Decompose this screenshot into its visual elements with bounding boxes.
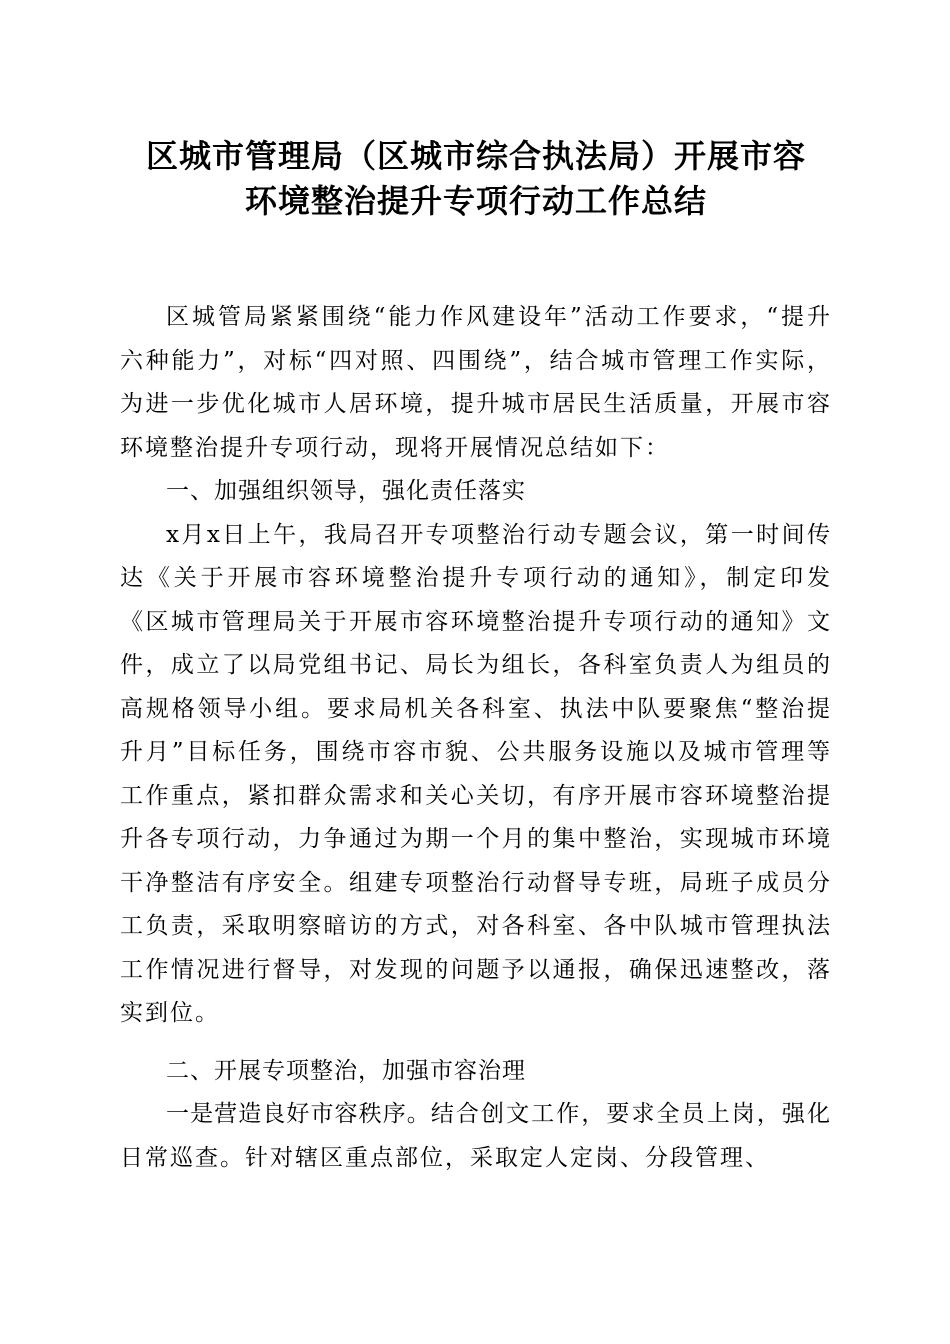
section-2-paragraph: [120, 1093, 832, 1180]
section-2-lead: 一是营造良好市容秩序。: [166, 1101, 431, 1127]
title-line-2: 环境整治提升专项行动工作总结: [244, 182, 707, 220]
document-title: [120, 134, 832, 224]
intro-paragraph: 区城管局紧紧围绕“能力作风建设年”活动工作要求，“提升六种能力”，对标“四对照、四围绕”，结合城市管理工作实际，为进一步优化城市人居环境，提升城市居民生活质量，开展市容环境整治提升专项行动，现将开展情况总结如下：: [120, 304, 832, 461]
document-page: [120, 134, 832, 1180]
document-body: [120, 296, 832, 1180]
section-1-paragraph: x月x日上午，我局召开专项整治行动专题会议，第一时间传达《关于开展市容环境整治提升专项行动的通知》，制定印发《区城市管理局关于开展市容环境整治提升专项行动的通知》文件，成立了以局党组书记、局长为组长，各科室负责人为组员的高规格领导小组。要求局机关各科室、执法中队要聚焦“整治提升月”目标任务，围绕市容市貌、公共服务设施以及城市管理等工作重点，紧扣群众需求和关心关切，有序开展市容环境整治提升各专项行动，力争通过为期一个月的集中整治，实现城市环境干净整洁有序安全。组建专项整治行动督导专班，局班子成员分工负责，采取明察暗访的方式，对各科室、各中队城市管理执法工作情况进行督导，对发现的问题予以通报，确保迅速整改，落实到位。: [120, 521, 832, 1026]
section-1-heading: 一、加强组织领导，强化责任落实: [166, 478, 526, 504]
section-2-text: 结合创文工作，要求全员上岗，强化日常巡查。针对辖区重点部位，采取定人定岗、分段管理、: [120, 1101, 833, 1171]
title-line-1: 区城市管理局（区城市综合执法局）开展市容: [145, 137, 806, 175]
section-2-heading: 二、开展专项整治，加强市容治理: [166, 1057, 526, 1084]
